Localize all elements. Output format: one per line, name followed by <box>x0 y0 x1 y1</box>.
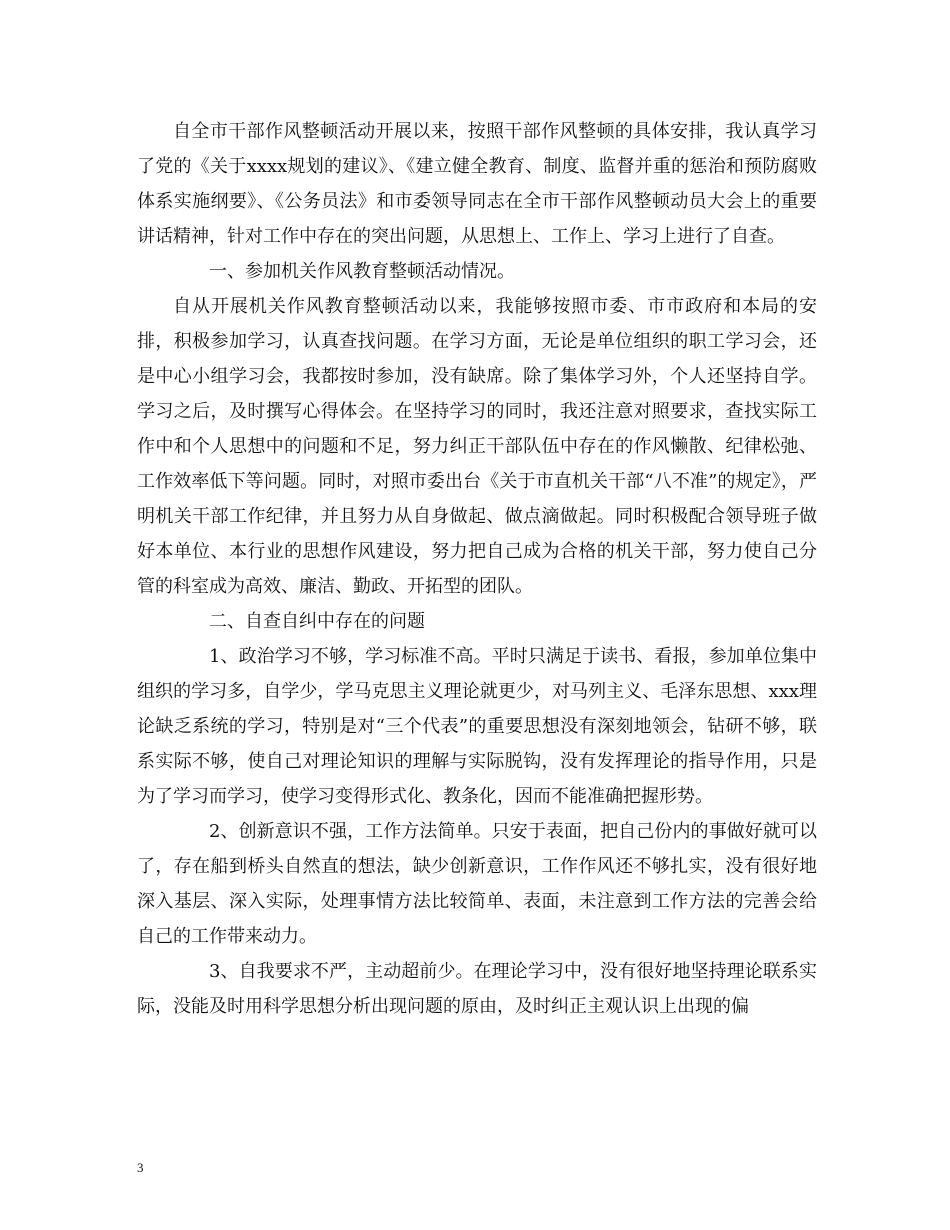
issue-2-paragraph: 2、创新意识不强，工作方法简单。只安于表面，把自己份内的事做好就可以了，存在船到桥头自然直的想法，缺少创新意识，工作作风还不够扎实，没有很好地深入基层、深入实际，处理事情方法比较简单、表面，未注意到工作方法的完善会给自己的工作带来动力。 <box>137 821 817 947</box>
section-heading-1: 一、参加机关作风教育整顿活动情况。 <box>209 261 515 282</box>
section-heading-2: 二、自查自纠中存在的问题 <box>209 611 425 632</box>
intro-paragraph: 自全市干部作风整顿活动开展以来，按照干部作风整顿的具体安排，我认真学习了党的《关于xxxx规划的建议》、《建立健全教育、制度、监督并重的惩治和预防腐败体系实施纲要》、《公务员法》和市委领导同志在全市干部作风整顿动员大会上的重要讲话精神，针对工作中存在的突出问题，从思想上、工作上、学习上进行了自查。 <box>137 121 817 247</box>
issue-3-paragraph: 3、自我要求不严，主动超前少。在理论学习中，没有很好地坚持理论联系实际，没能及时用科学思想分析出现问题的原由，及时纠正主观认识上出现的偏 <box>137 961 817 1017</box>
section-1-paragraph: 自从开展机关作风教育整顿活动以来，我能够按照市委、市市政府和本局的安排，积极参加学习，认真查找问题。在学习方面，无论是单位组织的职工学习会，还是中心小组学习会，我都按时参加，没有缺席。除了集体学习外，个人还坚持自学。学习之后，及时撰写心得体会。在坚持学习的同时，我还注意对照要求，查找实际工作中和个人思想中的问题和不足，努力纠正干部队伍中存在的作风懒散、纪律松弛、工作效率低下等问题。同时，对照市委出台《关于市直机关干部“八不准”的规定》，严明机关干部工作纪律，并且努力从自身做起、做点滴做起。同时积极配合领导班子做好本单位、本行业的思想作风建设，努力把自己成为合格的机关干部，努力使自己分管的科室成为高效、廉洁、勤政、开拓型的团队。 <box>137 296 817 597</box>
page-number: 3 <box>137 1160 144 1175</box>
document-body <box>137 114 817 1024</box>
issue-1-paragraph: 1、政治学习不够，学习标准不高。平时只满足于读书、看报，参加单位集中组织的学习多，自学少，学马克思主义理论就更少，对马列主义、毛泽东思想、xxx理论缺乏系统的学习，特别是对“三个代表”的重要思想没有深刻地领会，钻研不够，联系实际不够，使自己对理论知识的理解与实际脱钩，没有发挥理论的指导作用，只是为了学习而学习，使学习变得形式化、教条化，因而不能准确把握形势。 <box>137 646 817 807</box>
